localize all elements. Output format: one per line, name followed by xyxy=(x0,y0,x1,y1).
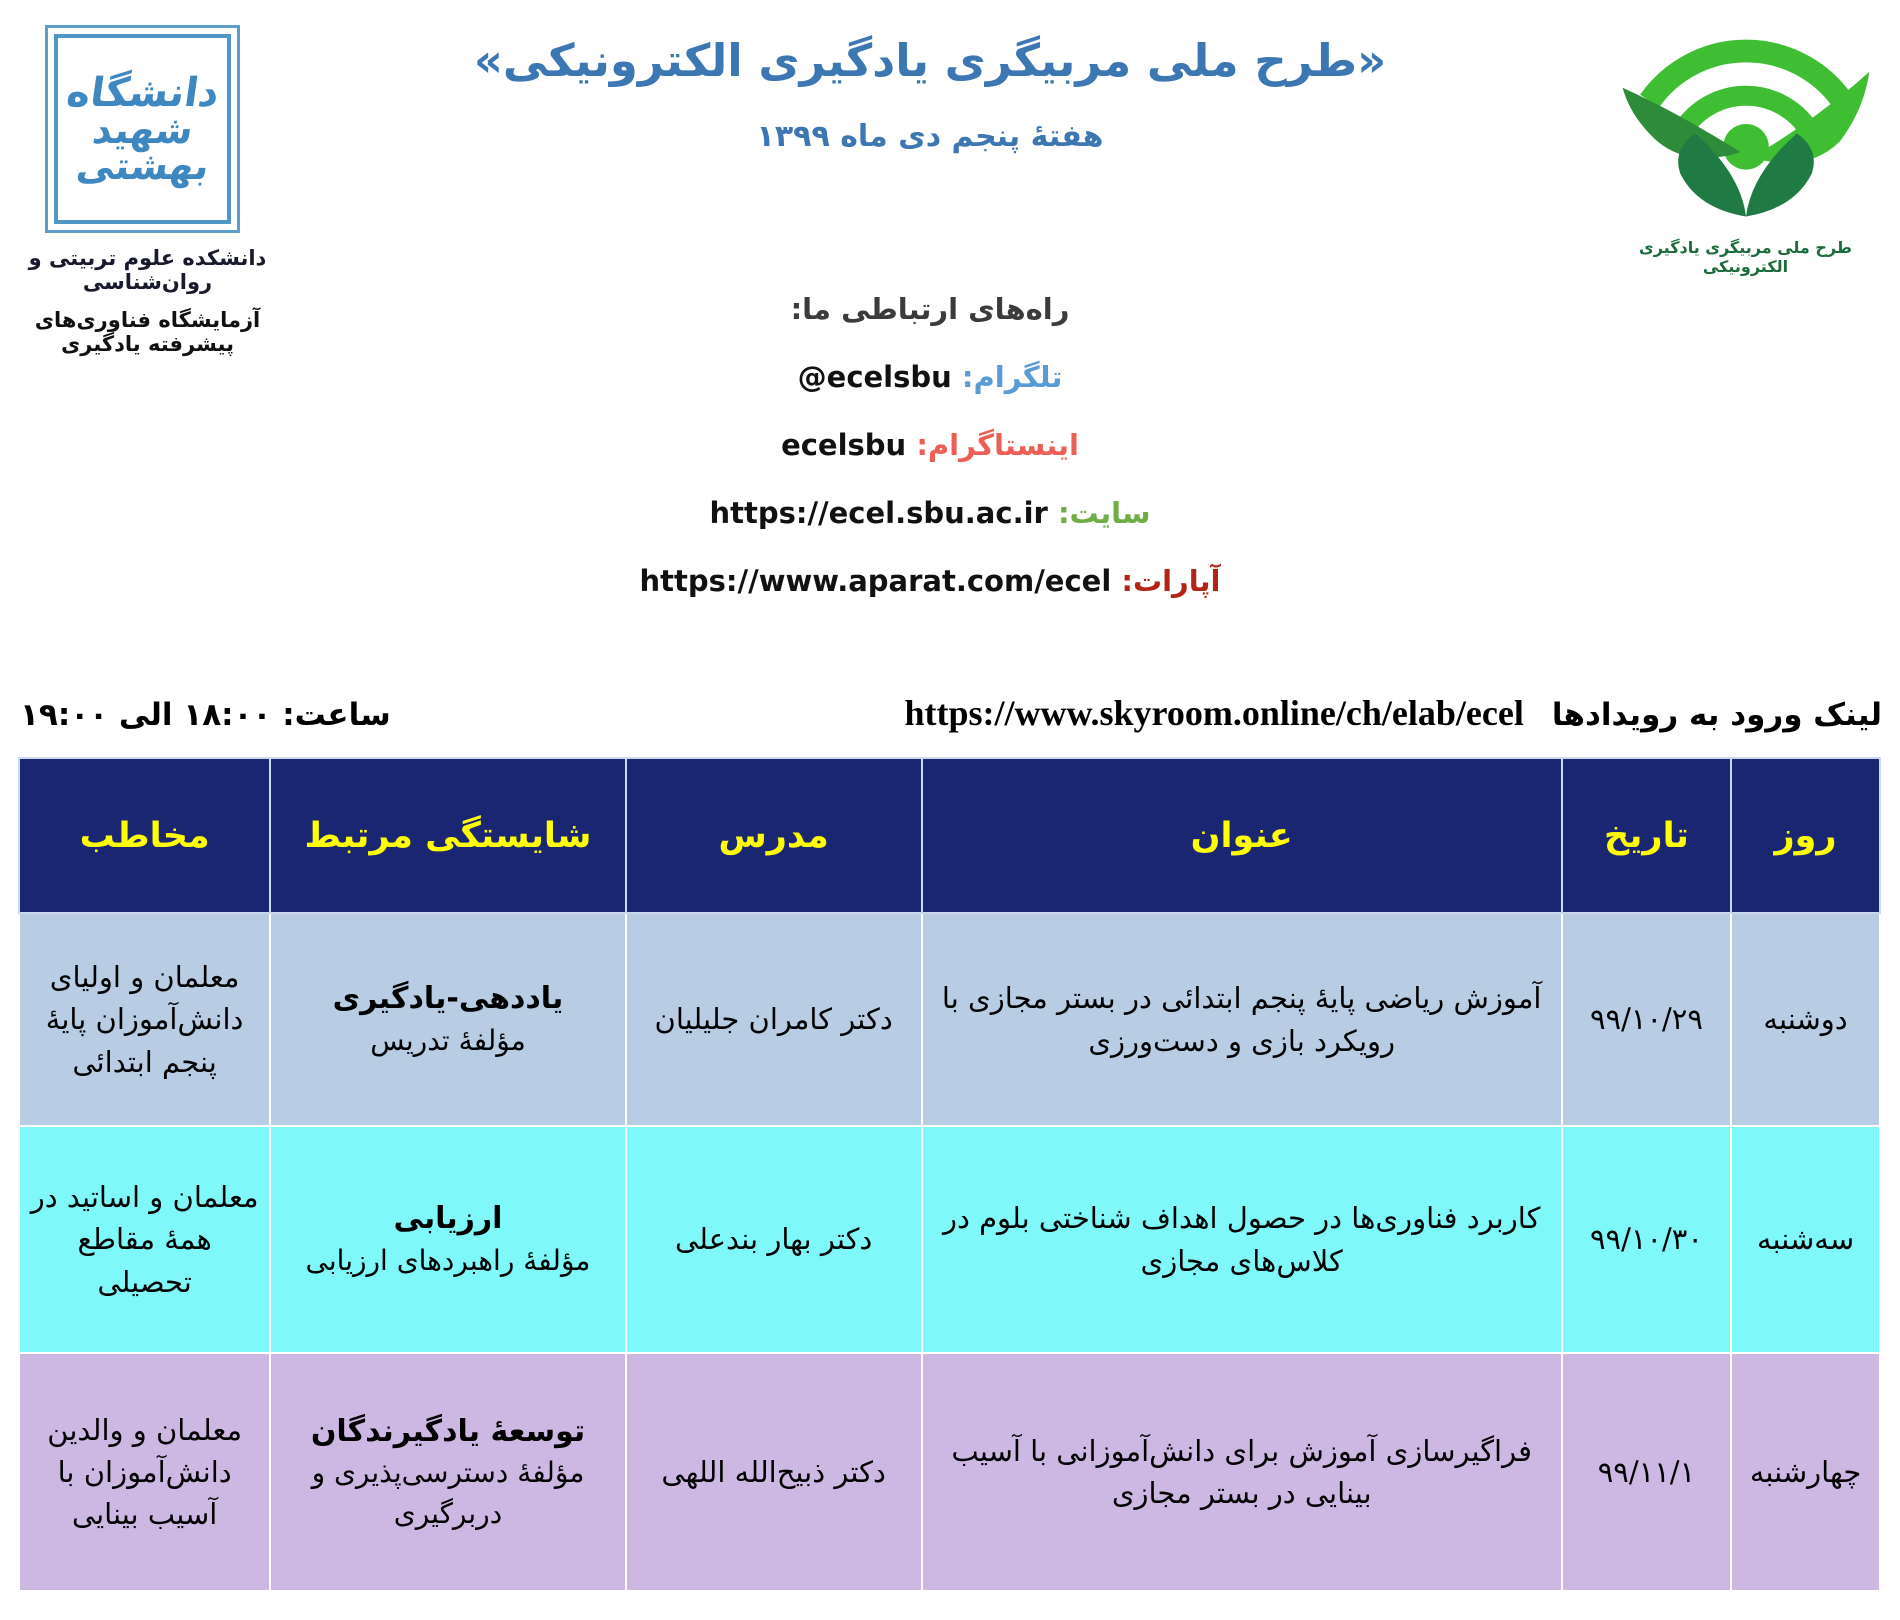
instagram-label: اینستاگرام: xyxy=(916,428,1079,462)
column-header-competency: شایستگی مرتبط xyxy=(270,758,625,913)
events-row xyxy=(20,692,1882,734)
title-cell: فراگیرسازی آموزش برای دانش‌آموزانی با آسیب بینایی در بستر مجازی xyxy=(922,1353,1562,1591)
column-header-audience: مخاطب xyxy=(19,758,270,913)
website-url[interactable]: https://ecel.sbu.ac.ir xyxy=(709,496,1048,530)
telegram-handle[interactable]: @ecelsbu xyxy=(797,360,952,394)
table-row xyxy=(19,1353,1880,1591)
day-cell: چهارشنبه xyxy=(1731,1353,1880,1591)
university-logo-calligraphy xyxy=(54,34,231,224)
events-time: ساعت: ۱۸:۰۰ الی ۱۹:۰۰ xyxy=(20,697,391,733)
day-cell: سه‌شنبه xyxy=(1731,1126,1880,1353)
hands-wifi-logo-icon xyxy=(1601,10,1891,238)
date-cell: ۹۹/۱۱/۱ xyxy=(1562,1353,1731,1591)
competency-cell xyxy=(270,1353,625,1591)
audience-cell: معلمان و اولیای دانش‌آموزان پایهٔ پنجم ابتدائی xyxy=(19,913,270,1126)
competency-cell xyxy=(270,913,625,1126)
competency-title: توسعهٔ یادگیرندگان xyxy=(310,1413,586,1449)
competency-title: ارزیابی xyxy=(393,1201,503,1237)
audience-cell: معلمان و اساتید در همهٔ مقاطع تحصیلی xyxy=(19,1126,270,1353)
table-row xyxy=(19,913,1880,1126)
table-row xyxy=(19,1126,1880,1353)
university-logo xyxy=(45,25,240,233)
channel-website xyxy=(310,496,1550,530)
channel-instagram xyxy=(310,428,1550,462)
university-logo-word: شهید xyxy=(89,107,196,152)
plan-logo xyxy=(1598,10,1893,276)
date-cell: ۹۹/۱۰/۳۰ xyxy=(1562,1126,1731,1353)
day-cell: دوشنبه xyxy=(1731,913,1880,1126)
events-link-group xyxy=(905,692,1883,734)
date-cell: ۹۹/۱۰/۲۹ xyxy=(1562,913,1731,1126)
university-logo-word: دانشگاه xyxy=(63,69,222,116)
competency-subtitle: مؤلفهٔ تدریس xyxy=(370,1023,526,1057)
plan-logo-caption: طرح ملی مربیگری یادگیری الکترونیکی xyxy=(1639,238,1852,276)
instructor-cell: دکتر بهار بندعلی xyxy=(626,1126,922,1353)
instructor-cell: دکتر کامران جلیلیان xyxy=(626,913,922,1126)
competency-title: یاددهی-یادگیری xyxy=(332,981,564,1017)
aparat-url[interactable]: https://www.aparat.com/ecel xyxy=(639,564,1112,598)
column-header-date: تاریخ xyxy=(1562,758,1731,913)
column-header-instructor: مدرس xyxy=(626,758,922,913)
audience-cell: معلمان و والدین دانش‌آموزان با آسیب بینایی xyxy=(19,1353,270,1591)
instructor-cell: دکتر ذبیح‌الله اللهی xyxy=(626,1353,922,1591)
contact-heading: راه‌های ارتباطی ما: xyxy=(790,292,1070,326)
faculty-block xyxy=(0,246,295,356)
contact-block xyxy=(310,292,1550,598)
instagram-handle[interactable]: ecelsbu xyxy=(781,428,907,462)
table-header-row xyxy=(19,758,1880,913)
website-label: سایت: xyxy=(1057,496,1151,530)
page-title: «طرح ملی مربیگری یادگیری الکترونیکی» xyxy=(473,34,1387,87)
title-cell: آموزش ریاضی پایهٔ پنجم ابتدائی در بستر مجازی با رویکرد بازی و دست‌ورزی xyxy=(922,913,1562,1126)
schedule-table xyxy=(18,757,1881,1592)
column-header-title: عنوان xyxy=(922,758,1562,913)
university-logo-word: بهشتی xyxy=(73,144,212,188)
competency-subtitle: مؤلفهٔ راهبردهای ارزیابی xyxy=(305,1243,591,1277)
title-block xyxy=(310,34,1550,154)
telegram-label: تلگرام: xyxy=(961,360,1063,394)
page-subtitle: هفتهٔ پنجم دی ماه ۱۳۹۹ xyxy=(756,119,1104,154)
faculty-name: دانشکده علوم تربیتی و روان‌شناسی xyxy=(28,246,267,294)
aparat-label: آپارات: xyxy=(1121,564,1221,598)
column-header-day: روز xyxy=(1731,758,1880,913)
events-link-label: لینک ورود به رویدادها xyxy=(1551,697,1882,733)
channel-telegram xyxy=(310,360,1550,394)
channel-aparat xyxy=(310,564,1550,598)
competency-cell xyxy=(270,1126,625,1353)
title-cell: کاربرد فناوری‌ها در حصول اهداف شناختی بلوم در کلاس‌های مجازی xyxy=(922,1126,1562,1353)
lab-name: آزمایشگاه فناوری‌های پیشرفته یادگیری xyxy=(34,308,261,356)
competency-subtitle: مؤلفهٔ دسترسی‌پذیری و دربرگیری xyxy=(311,1456,585,1530)
events-link-url[interactable]: https://www.skyroom.online/ch/elab/ecel xyxy=(904,693,1524,733)
